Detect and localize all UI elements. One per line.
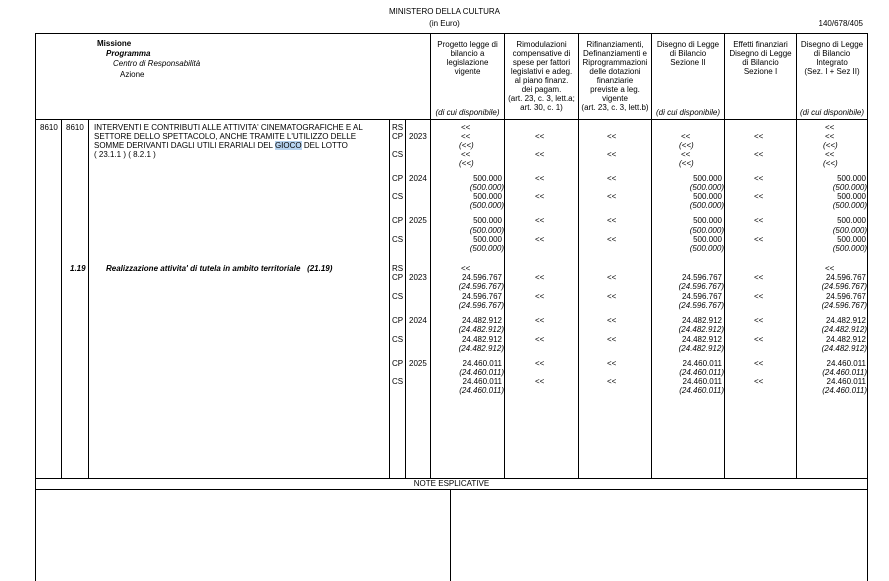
cell-value: << [607,174,617,183]
cell-value: << [754,359,764,368]
cell-value: 24.482.912 [825,316,866,325]
cell-value: 500.000 [473,174,502,183]
cell-value: (<<) [459,159,474,168]
col-header-integrato: Disegno di Legge di Bilancio Integrato (Sez. I + Sez II) [800,40,864,76]
page-ref: 140/678/405 [818,19,863,28]
cell-value: (500.000) [832,244,867,253]
cell-value: 500.000 [693,235,722,244]
year-label: 2023 [409,132,427,141]
cell-value: << [535,132,545,141]
cell-value: (24.596.767) [678,282,724,291]
cell-value: << [461,132,471,141]
col-footer-progetto: (di cui disponibile) [435,108,500,117]
cell-value: (24.482.912) [458,325,504,334]
marker-cs: CS [392,150,404,159]
marker-cp: CP [392,316,404,325]
cell-value: (<<) [823,141,838,150]
col-divider-c3 [651,33,652,478]
col-divider-desc [389,119,390,478]
year-label: 2025 [409,216,427,225]
cell-value: (500.000) [832,201,867,210]
cell-value: 500.000 [473,216,502,225]
cell-value: << [754,192,764,201]
cell-value: 500.000 [693,216,722,225]
cell-value: 24.482.912 [461,335,502,344]
cell-value: 24.460.011 [826,377,866,386]
col-divider-c4 [724,33,725,478]
cell-value: (500.000) [689,183,724,192]
cell-value: << [607,359,617,368]
left-border [35,33,36,581]
cell-value: << [607,316,617,325]
marker-cs: CS [392,235,404,244]
piano-desc: Realizzazione attivita' di tutela in ambito territoriale (21.19) [106,264,333,273]
cell-value: << [825,123,835,132]
cell-value: << [535,174,545,183]
cell-value: << [754,377,764,386]
cell-value: (24.596.767) [821,301,867,310]
cell-value: (24.596.767) [678,301,724,310]
marker-cp: CP [392,174,404,183]
chapter-desc-line4: ( 23.1.1 ) ( 8.2.1 ) [94,150,156,159]
col-header-sezione-i: Effetti finanziari Disegno di Legge di Bilancio Sezione I [729,40,792,76]
cell-value: << [754,316,764,325]
cell-value: (24.482.912) [678,344,724,353]
cell-value: (<<) [679,159,694,168]
cell-value: (24.482.912) [821,325,867,334]
cell-value: << [535,273,545,282]
cell-value: << [607,192,617,201]
right-border [867,33,868,581]
cell-value: 500.000 [473,192,502,201]
cell-value: (24.460.011) [459,386,504,395]
cell-value: (<<) [823,159,838,168]
hdr-centro: Centro di Responsabilità [113,59,201,68]
cell-value: << [754,174,764,183]
cell-value: << [754,335,764,344]
marker-cp: CP [392,216,404,225]
col-header-rifinanziamenti: Rifinanziamenti, Definanziamenti e Riprogrammazioni delle dotazioni finanziarie previste a leg. vigente (art. 23, c. 3, lett.b) [581,40,649,112]
cell-value: 24.460.011 [682,377,722,386]
highlighted-search-term: GIOCO [274,141,302,150]
cell-value: 24.482.912 [825,335,866,344]
col-header-progetto: Progetto legge di bilancio a legislazione vigente [437,40,498,76]
cell-value: << [461,123,471,132]
cell-value: (500.000) [469,226,504,235]
cell-value: (500.000) [469,183,504,192]
marker-rs: RS [392,264,404,273]
cell-value: (500.000) [689,201,724,210]
cell-value: << [607,292,617,301]
cell-value: << [607,377,617,386]
cell-value: << [535,335,545,344]
col-footer-integrato: (di cui disponibile) [799,108,865,117]
notes-divider [450,489,451,581]
cell-value: << [461,264,471,273]
cell-value: (24.482.912) [821,344,867,353]
cell-value: << [754,132,764,141]
cell-value: << [535,316,545,325]
cell-value: (500.000) [689,244,724,253]
cell-value: 24.460.011 [462,377,502,386]
cell-value: (24.460.011) [822,386,867,395]
cell-value: << [754,216,764,225]
cell-value: 24.596.767 [681,273,722,282]
col-divider-c5 [796,33,797,478]
cell-value: << [607,150,617,159]
cell-value: << [607,132,617,141]
cell-value: << [825,150,835,159]
chapter-code: 8610 [40,123,58,132]
cell-value: (500.000) [689,226,724,235]
chapter-desc-line3: SOMME DERIVANTI DAGLI UTILI ERARIALI DEL GIOCO DEL LOTTO [94,141,348,150]
cell-value: 500.000 [693,192,722,201]
cell-value: (24.482.912) [678,325,724,334]
cell-value: << [535,359,545,368]
cell-value: 500.000 [837,174,866,183]
cell-value: (24.482.912) [458,344,504,353]
notes-title-border [35,489,868,490]
cell-value: 24.460.011 [462,359,502,368]
cell-value: (500.000) [832,226,867,235]
cell-value: << [754,292,764,301]
col-divider-type [405,119,406,478]
year-label: 2025 [409,359,427,368]
ministry-title: MINISTERO DELLA CULTURA [389,7,500,16]
chapter-desc-line2: SETTORE DELLO SPETTACOLO, ANCHE TRAMITE L'UTILIZZO DELLE [94,132,357,141]
cell-value: << [607,235,617,244]
cell-value: << [681,150,691,159]
currency-note: (in Euro) [429,19,460,28]
cell-value: << [754,150,764,159]
col-header-rimodulazioni: Rimodulazioni compensative di spese per fattori legislativi e adeg. al piano finanz. dei pagam. (art. 23, c. 3, lett.a; art. 30, c. 1) [508,40,575,112]
col-divider-code2 [88,119,89,478]
cell-value: 24.596.767 [461,292,502,301]
header-bottom-border [35,119,868,120]
cell-value: << [535,235,545,244]
marker-cp: CP [392,359,404,368]
cell-value: 24.596.767 [825,292,866,301]
cell-value: << [825,132,835,141]
cell-value: << [535,377,545,386]
cell-value: << [535,216,545,225]
cell-value: << [607,216,617,225]
chapter-code-2: 8610 [66,123,84,132]
cell-value: << [461,150,471,159]
cell-value: (500.000) [832,183,867,192]
chapter-desc-line1: INTERVENTI E CONTRIBUTI ALLE ATTIVITA' CINEMATOGRAFICHE E AL [94,123,363,132]
cell-value: << [607,335,617,344]
cell-value: 24.482.912 [681,335,722,344]
cell-value: (<<) [459,141,474,150]
cell-value: (500.000) [469,201,504,210]
col-divider-year [430,33,431,478]
marker-cp: CP [392,273,404,282]
marker-cp: CP [392,132,404,141]
col-header-sezione-ii: Disegno di Legge di Bilancio Sezione II [656,40,720,67]
cell-value: 24.596.767 [825,273,866,282]
marker-cs: CS [392,377,404,386]
notes-title: NOTE ESPLICATIVE [413,479,490,488]
table-top-border [35,33,868,34]
cell-value: 24.460.011 [826,359,866,368]
piano-code: 1.19 [70,264,86,273]
cell-value: << [535,150,545,159]
cell-value: (24.460.011) [679,386,724,395]
cell-value: (24.460.011) [822,368,867,377]
marker-rs: RS [392,123,404,132]
marker-cs: CS [392,292,404,301]
cell-value: 24.460.011 [682,359,722,368]
year-label: 2024 [409,316,427,325]
year-label: 2023 [409,273,427,282]
cell-value: 24.596.767 [681,292,722,301]
cell-value: << [825,264,835,273]
cell-value: (500.000) [469,244,504,253]
col-divider-code1 [61,119,62,478]
cell-value: 500.000 [837,216,866,225]
col-footer-sezione-ii: (di cui disponibile) [655,108,721,117]
cell-value: 24.596.767 [461,273,502,282]
cell-value: (24.460.011) [679,368,724,377]
cell-value: 24.482.912 [461,316,502,325]
cell-value: << [607,273,617,282]
hdr-programma: Programma [106,49,151,58]
cell-value: << [754,273,764,282]
cell-value: << [754,235,764,244]
cell-value: 500.000 [473,235,502,244]
cell-value: (24.596.767) [821,282,867,291]
marker-cs: CS [392,335,404,344]
cell-value: 500.000 [693,174,722,183]
cell-value: << [535,292,545,301]
cell-value: << [535,192,545,201]
cell-value: 500.000 [837,235,866,244]
marker-cs: CS [392,192,404,201]
year-label: 2024 [409,174,427,183]
cell-value: 24.482.912 [681,316,722,325]
cell-value: (24.596.767) [458,301,504,310]
cell-value: (24.596.767) [458,282,504,291]
hdr-azione: Azione [120,70,145,79]
cell-value: 500.000 [837,192,866,201]
cell-value: (24.460.011) [459,368,504,377]
cell-value: << [681,132,691,141]
hdr-missione: Missione [97,39,132,48]
cell-value: (<<) [679,141,694,150]
